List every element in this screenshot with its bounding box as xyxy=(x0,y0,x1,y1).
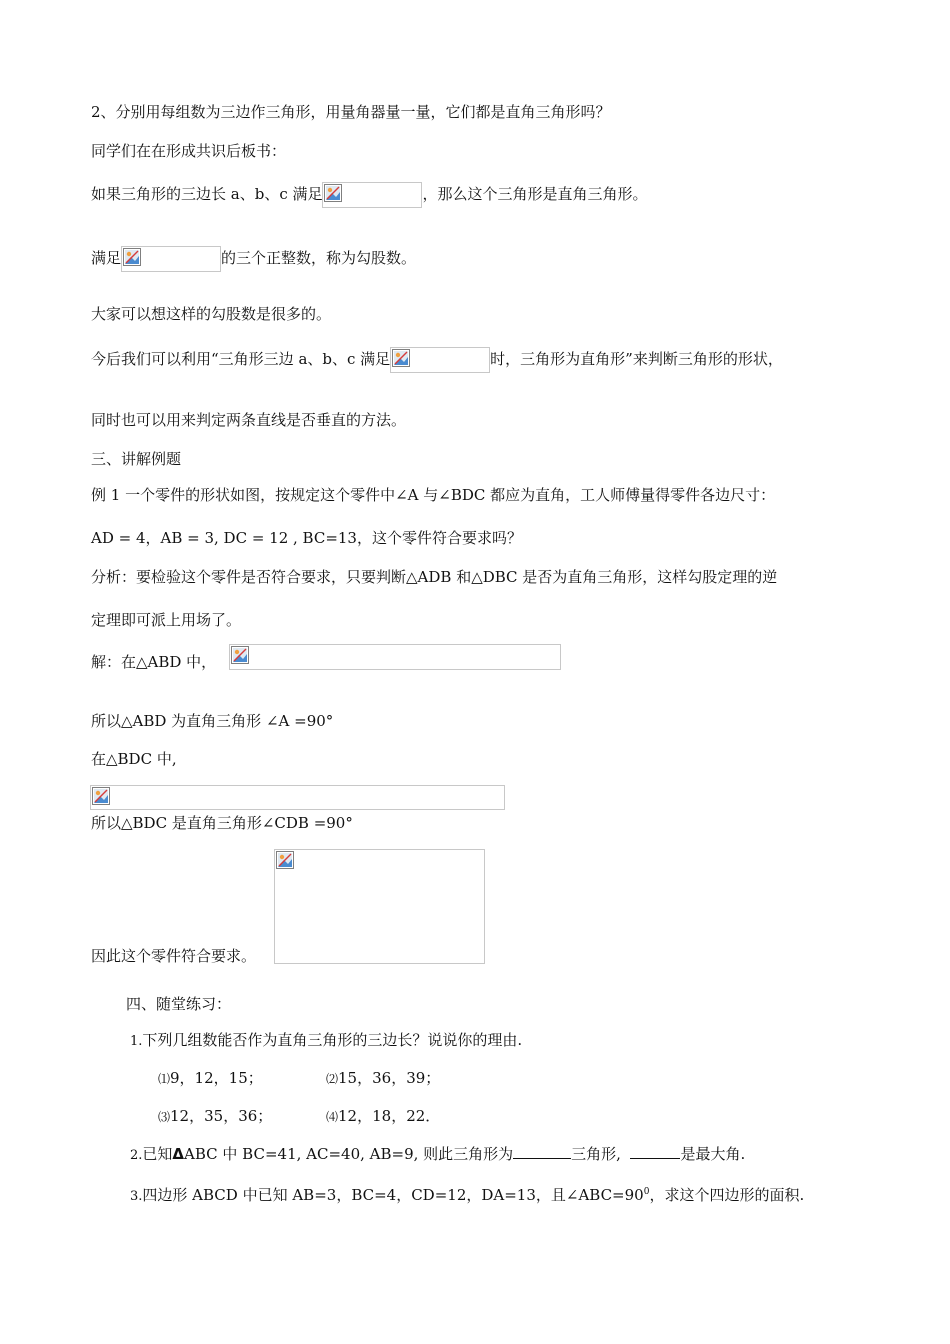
question-3-text-b: ，求这个四边形的面积. xyxy=(649,1186,805,1204)
text-line-6-a: 今后我们可以利用“三角形三边 a、b、c 满足 xyxy=(91,350,391,368)
text-line-6 xyxy=(91,347,783,373)
broken-image-icon xyxy=(276,851,294,869)
broken-image-icon xyxy=(231,646,249,664)
question-1 xyxy=(130,1030,522,1052)
option-4-number: ⑷ xyxy=(326,1110,339,1124)
option-2 xyxy=(326,1068,440,1089)
section-heading-4: 四、随堂练习： xyxy=(126,995,232,1013)
text-line-10: AD = 4，AB = 3, DC = 12 , BC=13，这个零件符合要求吗？ xyxy=(91,529,522,547)
broken-image-icon xyxy=(92,787,110,805)
option-3-text: 12，35，36； xyxy=(170,1107,273,1125)
formula-image xyxy=(121,246,221,272)
text-line-1: 2、分别用每组数为三边作三角形，用量角器量一量，它们都是直角三角形吗？ xyxy=(91,103,611,121)
option-1-text: 9，12，15； xyxy=(170,1069,263,1087)
section-heading-3: 三、讲解例题 xyxy=(91,450,182,468)
text-line-6-b: 时，三角形为直角形”来判断三角形的形状， xyxy=(490,350,783,368)
option-1 xyxy=(158,1068,263,1089)
text-line-11: 分析：要检验这个零件是否符合要求，只要判断△ADB 和△DBC 是否为直角三角形，这样勾股定理的逆 xyxy=(91,568,778,586)
text-line-3 xyxy=(91,182,648,208)
figure-image xyxy=(274,849,485,964)
question-3-text-a: 四边形 ABCD 中已知 AB=3，BC=4，CD=12，DA=13，且∠ABC=90 xyxy=(142,1186,644,1204)
question-3-number: 3. xyxy=(130,1189,143,1204)
option-1-number: ⑴ xyxy=(158,1072,171,1086)
question-3-superscript: 0 xyxy=(643,1187,650,1197)
text-line-4-a: 满足 xyxy=(91,249,122,267)
formula-image xyxy=(390,347,490,373)
broken-image-icon xyxy=(123,248,141,266)
option-3 xyxy=(158,1106,272,1127)
formula-image xyxy=(322,182,422,208)
question-2-text-d: 是最大角. xyxy=(680,1145,746,1163)
option-3-number: ⑶ xyxy=(158,1110,171,1124)
text-line-17: 因此这个零件符合要求。 xyxy=(91,947,257,965)
text-line-3-a: 如果三角形的三边长 a、b、c 满足 xyxy=(91,185,323,203)
broken-image-icon xyxy=(392,349,410,367)
text-line-16: 所以△BDC 是直角三角形∠CDB =90° xyxy=(91,814,353,832)
text-line-14: 所以△ABD 为直角三角形 ∠A =90° xyxy=(91,712,334,730)
text-line-15: 在△BDC 中, xyxy=(91,750,177,768)
text-line-3-b: ，那么这个三角形是直角三角形。 xyxy=(422,185,648,203)
question-2-text-c: 三角形, xyxy=(571,1145,621,1163)
question-1-text: 下列几组数能否作为直角三角形的三边长？说说你的理由. xyxy=(142,1031,523,1049)
text-line-5: 大家可以想这样的勾股数是很多的。 xyxy=(91,305,332,323)
question-3 xyxy=(130,1182,804,1207)
text-line-4-b: 的三个正整数，称为勾股数。 xyxy=(221,249,417,267)
question-2-text-a: 已知 xyxy=(142,1145,173,1163)
formula-image xyxy=(229,644,561,670)
option-2-text: 15，36，39； xyxy=(338,1069,441,1087)
text-line-9: 例 1 一个零件的形状如图，按规定这个零件中∠A 与∠BDC 都应为直角，工人师傅量得零件各边尺寸： xyxy=(91,486,776,504)
text-line-7: 同时也可以用来判定两条直线是否垂直的方法。 xyxy=(91,411,407,429)
delta-symbol: Δ xyxy=(172,1145,185,1163)
option-4 xyxy=(326,1106,440,1127)
question-2 xyxy=(130,1144,745,1166)
text-line-13: 解：在△ABD 中， xyxy=(91,653,217,671)
text-line-2: 同学们在在形成共识后板书： xyxy=(91,142,287,160)
option-4-text: 12，18，22． xyxy=(338,1107,441,1125)
question-2-text-b: ABC 中 BC=41, AC=40, AB=9, 则此三角形为 xyxy=(184,1145,514,1163)
text-line-4 xyxy=(91,246,416,272)
option-2-number: ⑵ xyxy=(326,1072,339,1086)
text-line-12: 定理即可派上用场了。 xyxy=(91,611,242,629)
question-1-number: 1. xyxy=(130,1034,143,1049)
broken-image-icon xyxy=(324,184,342,202)
formula-image xyxy=(90,785,505,810)
question-2-number: 2. xyxy=(130,1148,143,1163)
answer-blank-1[interactable] xyxy=(513,1144,571,1159)
answer-blank-2[interactable] xyxy=(630,1144,680,1159)
